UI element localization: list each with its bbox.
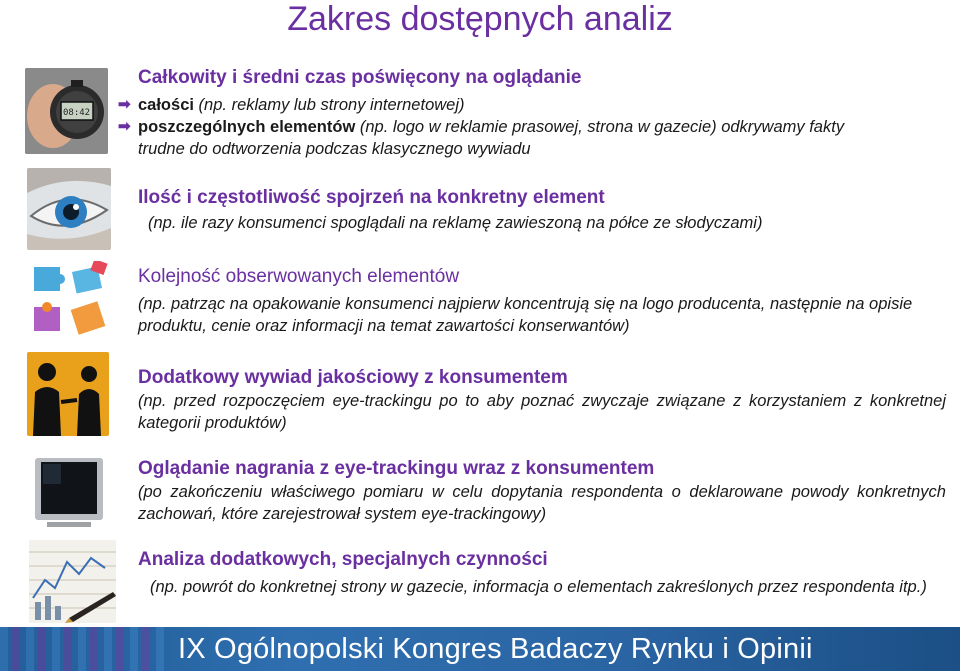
list-item: ➡ całości (np. reklamy lub strony internetowej) bbox=[118, 96, 465, 114]
section-time bbox=[118, 66, 946, 160]
section-heading: Całkowity i średni czas poświęcony na oglądanie bbox=[138, 67, 582, 88]
stopwatch-image bbox=[25, 68, 108, 154]
section-body: (po zakończeniu właściwego pomiaru w celu dopytania respondenta o deklarowane powody konkretnych zachowań, które zarejestrował system eye-trackingowy) bbox=[138, 483, 946, 523]
list-item: ➡ poszczególnych elementów (np. logo w reklamie prasowej, strona w gazecie) odkrywamy fakty bbox=[118, 118, 845, 136]
footer-banner bbox=[0, 627, 960, 671]
section-interview bbox=[138, 366, 946, 434]
arrow-bullet-icon: ➡ bbox=[118, 96, 131, 113]
list-item-continuation: trudne do odtworzenia podczas klasycznego wywiadu bbox=[138, 140, 531, 158]
section-gaze bbox=[138, 186, 946, 234]
monitor-image bbox=[33, 454, 105, 534]
silhouettes-image bbox=[27, 352, 109, 436]
arrow-bullet-icon: ➡ bbox=[118, 118, 131, 135]
eye-image bbox=[27, 168, 111, 250]
section-order bbox=[138, 265, 946, 337]
footer-text: IX Ogólnopolski Kongres Badaczy Rynku i Opinii bbox=[178, 633, 813, 665]
section-body: (np. powrót do konkretnej strony w gazecie, informacja o elementach zakreślonych przez respondenta itp.) bbox=[150, 578, 927, 596]
chart-with-pen-image bbox=[29, 540, 116, 623]
svg-text:08:42: 08:42 bbox=[63, 108, 91, 118]
section-body: (np. patrząc na opakowanie konsumenci najpierw koncentrują się na logo producenta, następnie na opisie produktu, cenie oraz informacji na temat zawartości konserwantów) bbox=[138, 295, 913, 335]
section-recording bbox=[138, 457, 946, 525]
section-heading: Dodatkowy wywiad jakościowy z konsumentem bbox=[138, 367, 568, 388]
section-activities bbox=[138, 548, 946, 598]
section-heading: Ilość i częstotliwość spojrzeń na konkretny element bbox=[138, 187, 605, 208]
section-heading: Kolejność obserwowanych elementów bbox=[138, 266, 460, 287]
section-body: (np. przed rozpoczęciem eye-trackingu po to aby poznać zwyczaje związane z korzystaniem z konkretnej kategorii produktów) bbox=[138, 392, 946, 432]
puzzle-pieces-image bbox=[30, 261, 110, 341]
section-body: (np. ile razy konsumenci spoglądali na reklamę zawieszoną na półce ze słodyczami) bbox=[148, 214, 763, 232]
page-title: Zakres dostępnych analiz bbox=[287, 0, 673, 38]
section-heading: Analiza dodatkowych, specjalnych czynności bbox=[138, 549, 548, 570]
section-heading: Oglądanie nagrania z eye-trackingu wraz z konsumentem bbox=[138, 458, 655, 479]
footer-decoration bbox=[0, 627, 165, 671]
